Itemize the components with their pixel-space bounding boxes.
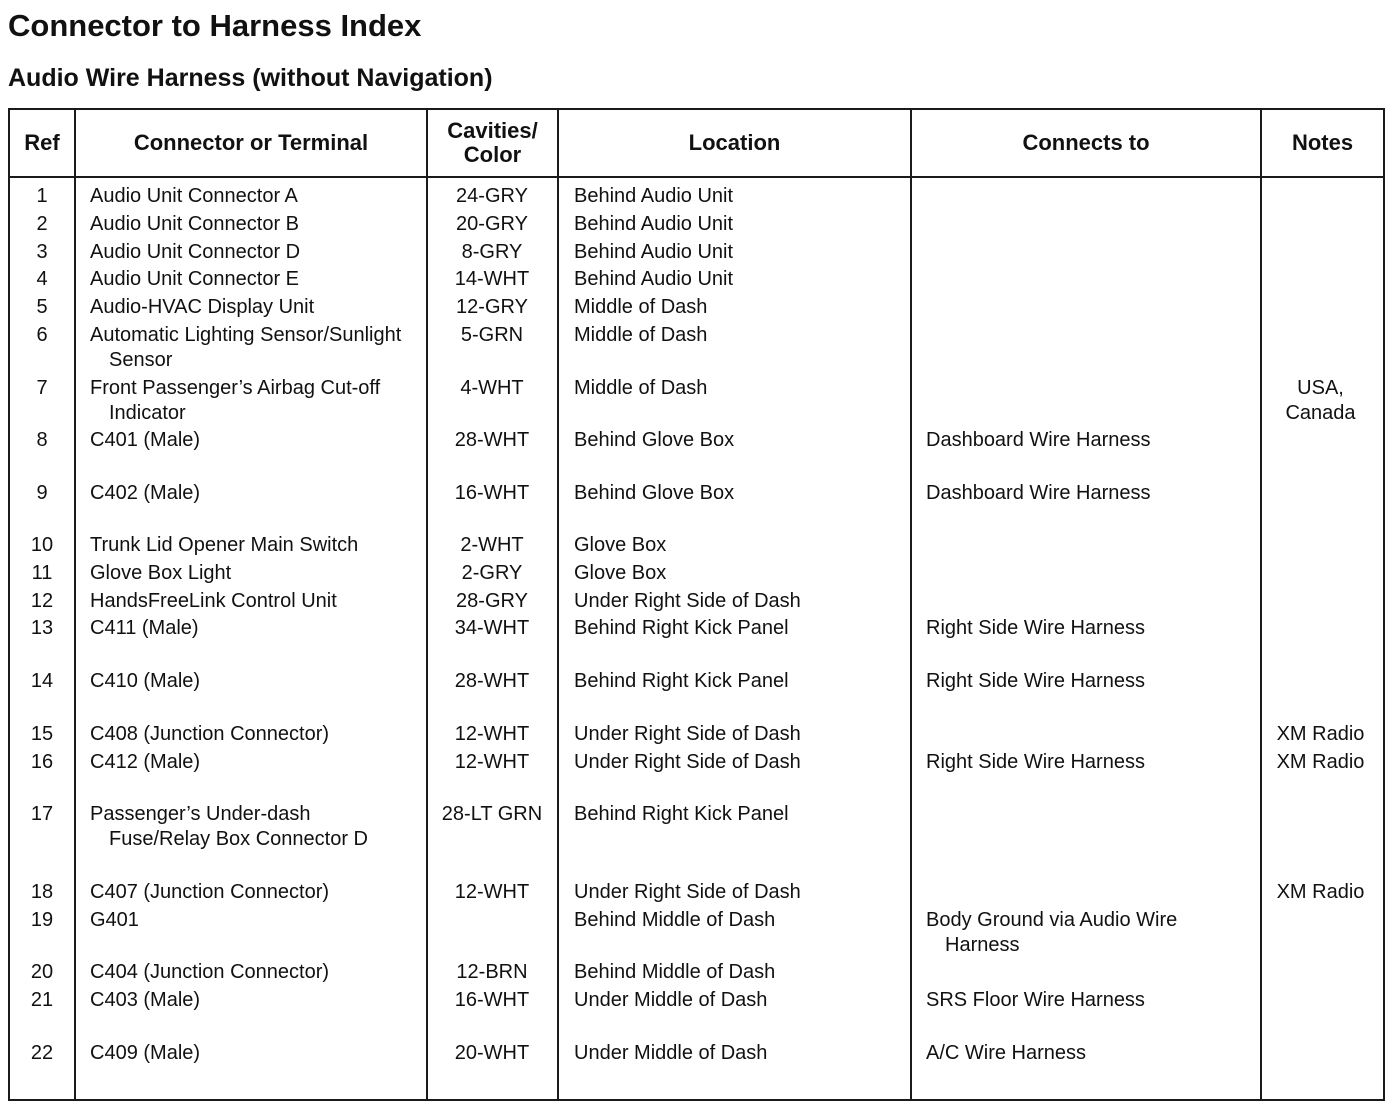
row-connector-text: Glove Box Light	[90, 562, 232, 584]
row-connector-text: C401 (Male)	[90, 429, 201, 451]
row-connector-text-line2: Indicator	[109, 402, 186, 424]
row-notes-text: XM Radio	[1276, 881, 1365, 903]
row-location-text: Behind Audio Unit	[574, 268, 734, 290]
row-connector-text: C402 (Male)	[90, 482, 201, 504]
row-cavities-text: 5-GRN	[460, 324, 524, 346]
row-location-text: Behind Audio Unit	[574, 185, 734, 207]
row-cavities	[428, 589, 556, 614]
row-ref	[10, 295, 74, 320]
row-cavities-text: 12-WHT	[454, 751, 530, 773]
row-location	[574, 267, 908, 292]
row-connector-text: C410 (Male)	[90, 670, 201, 692]
row-location	[574, 323, 908, 348]
row-connector	[90, 533, 424, 558]
row-connector	[90, 323, 424, 373]
row-location-text: Behind Right Kick Panel	[574, 670, 789, 692]
header-ref: Ref	[24, 130, 60, 155]
row-connector-text: Audio Unit Connector B	[90, 213, 300, 235]
row-location	[574, 802, 908, 827]
row-notes-text-line2: Canada	[1285, 402, 1356, 424]
row-connector	[90, 616, 424, 641]
row-location	[574, 212, 908, 237]
row-ref	[10, 669, 74, 694]
row-location	[574, 750, 908, 775]
row-ref-text: 1	[36, 185, 48, 207]
row-notes	[1262, 750, 1379, 775]
row-connects-to-text: Right Side Wire Harness	[926, 617, 1145, 639]
row-connector	[90, 988, 424, 1013]
row-location	[574, 533, 908, 558]
row-connector-text: Passenger’s Under-dash	[90, 803, 311, 825]
row-connector	[90, 802, 424, 852]
row-cavities	[428, 802, 556, 827]
header-cavities-line2: Color	[463, 142, 522, 167]
row-connects-to-text: Right Side Wire Harness	[926, 751, 1145, 773]
row-ref	[10, 722, 74, 747]
row-cavities	[428, 184, 556, 209]
row-connects-to-text: Right Side Wire Harness	[926, 670, 1145, 692]
row-cavities-text: 16-WHT	[454, 482, 530, 504]
row-connector	[90, 669, 424, 694]
row-connects-to	[926, 616, 1258, 641]
row-connector	[90, 295, 424, 320]
row-location	[574, 428, 908, 453]
row-cavities-text: 12-WHT	[454, 881, 530, 903]
row-location-text: Middle of Dash	[574, 377, 708, 399]
row-connector	[90, 960, 424, 985]
row-location	[574, 669, 908, 694]
row-connector	[90, 428, 424, 453]
row-notes	[1262, 376, 1379, 426]
row-ref-text: 2	[36, 213, 48, 235]
row-connector-text: C411 (Male)	[90, 617, 199, 639]
row-cavities	[428, 267, 556, 292]
row-cavities	[428, 561, 556, 586]
row-cavities-text: 34-WHT	[454, 617, 530, 639]
row-cavities-text: 8-GRY	[461, 241, 523, 263]
row-ref	[10, 589, 74, 614]
row-ref	[10, 323, 74, 348]
row-notes-text: XM Radio	[1276, 723, 1365, 745]
row-ref-text: 9	[36, 482, 48, 504]
row-ref	[10, 240, 74, 265]
row-ref	[10, 616, 74, 641]
row-connector	[90, 1041, 424, 1066]
row-location-text: Under Right Side of Dash	[574, 751, 801, 773]
row-cavities-text: 12-GRY	[456, 296, 528, 318]
row-ref-text: 15	[30, 723, 54, 745]
row-cavities-text: 28-GRY	[456, 590, 528, 612]
row-location	[574, 561, 908, 586]
row-location	[574, 295, 908, 320]
row-connector	[90, 589, 424, 614]
row-cavities-text: 12-BRN	[456, 961, 528, 983]
row-cavities	[428, 481, 556, 506]
row-location-text: Behind Audio Unit	[574, 241, 734, 263]
row-location-text: Under Right Side of Dash	[574, 590, 801, 612]
row-cavities	[428, 212, 556, 237]
row-ref-text: 11	[31, 562, 53, 584]
row-ref-text: 12	[30, 590, 54, 612]
row-connector-text: Audio-HVAC Display Unit	[90, 296, 315, 318]
row-location-text: Under Right Side of Dash	[574, 881, 801, 903]
row-ref-text: 10	[30, 534, 54, 556]
row-location-text: Behind Middle of Dash	[574, 961, 776, 983]
column-divider	[1260, 108, 1262, 1101]
row-connector-text-line2: Fuse/Relay Box Connector D	[109, 828, 369, 850]
row-location-text: Behind Right Kick Panel	[574, 617, 789, 639]
row-location	[574, 908, 908, 933]
row-ref	[10, 802, 74, 827]
row-ref-text: 21	[30, 989, 54, 1011]
column-divider	[74, 108, 76, 1101]
row-cavities	[428, 323, 556, 348]
row-location	[574, 988, 908, 1013]
row-connects-to-text: Dashboard Wire Harness	[926, 429, 1151, 451]
row-connector	[90, 880, 424, 905]
row-location-text: Glove Box	[574, 534, 667, 556]
row-ref	[10, 1041, 74, 1066]
row-cavities-text: 2-GRY	[461, 562, 523, 584]
header-cavities	[428, 110, 557, 176]
row-connector-text: Front Passenger’s Airbag Cut-off	[90, 377, 381, 399]
row-ref-text: 16	[30, 751, 54, 773]
row-ref-text: 13	[30, 617, 54, 639]
header-cavities-line1: Cavities/	[447, 118, 538, 143]
row-ref	[10, 960, 74, 985]
row-connector	[90, 267, 424, 292]
row-cavities	[428, 295, 556, 320]
row-ref	[10, 267, 74, 292]
row-ref-text: 7	[36, 377, 48, 399]
row-connector	[90, 481, 424, 506]
row-cavities	[428, 616, 556, 641]
row-ref	[10, 184, 74, 209]
row-connects-to	[926, 1041, 1258, 1066]
row-connector-text: C404 (Junction Connector)	[90, 961, 330, 983]
row-location-text: Under Middle of Dash	[574, 989, 768, 1011]
row-location	[574, 880, 908, 905]
row-connector-text: Audio Unit Connector D	[90, 241, 301, 263]
row-ref-text: 18	[30, 881, 54, 903]
row-connects-to	[926, 481, 1258, 506]
header-divider	[8, 176, 1385, 178]
header-notes: Notes	[1291, 130, 1354, 155]
row-ref-text: 3	[36, 241, 48, 263]
row-location-text: Under Middle of Dash	[574, 1042, 768, 1064]
row-cavities-text: 12-WHT	[454, 723, 530, 745]
row-cavities	[428, 988, 556, 1013]
row-connector-text: G401	[90, 909, 139, 931]
row-ref	[10, 561, 74, 586]
row-connector-text: Automatic Lighting Sensor/Sunlight	[90, 324, 402, 346]
row-ref-text: 14	[30, 670, 54, 692]
row-location	[574, 1041, 908, 1066]
row-connects-to-text: A/C Wire Harness	[926, 1042, 1087, 1064]
row-connects-to	[926, 908, 1258, 958]
row-location	[574, 481, 908, 506]
row-connector-text: Trunk Lid Opener Main Switch	[90, 534, 359, 556]
column-divider	[557, 108, 559, 1101]
row-ref-text: 5	[36, 296, 48, 318]
row-ref-text: 8	[36, 429, 48, 451]
row-ref	[10, 908, 74, 933]
row-ref-text: 6	[36, 324, 48, 346]
row-location-text: Middle of Dash	[574, 324, 708, 346]
row-connector	[90, 376, 424, 426]
row-connects-to	[926, 988, 1258, 1013]
row-cavities-text: 20-GRY	[456, 213, 528, 235]
row-ref	[10, 988, 74, 1013]
row-cavities-text: 16-WHT	[454, 989, 530, 1011]
row-connects-to-text: Dashboard Wire Harness	[926, 482, 1151, 504]
row-location-text: Middle of Dash	[574, 296, 708, 318]
row-location	[574, 240, 908, 265]
row-connector-text: C412 (Male)	[90, 751, 201, 773]
row-connector	[90, 184, 424, 209]
row-connector	[90, 212, 424, 237]
row-connects-to	[926, 669, 1258, 694]
row-cavities	[428, 376, 556, 401]
row-connector-text: C403 (Male)	[90, 989, 201, 1011]
row-connects-to-text: Body Ground via Audio Wire	[926, 909, 1178, 931]
row-location	[574, 376, 908, 401]
row-notes-text: XM Radio	[1276, 751, 1365, 773]
row-cavities	[428, 669, 556, 694]
row-cavities	[428, 1041, 556, 1066]
row-connector	[90, 561, 424, 586]
row-location	[574, 616, 908, 641]
row-connector	[90, 722, 424, 747]
row-cavities	[428, 533, 556, 558]
row-connector-text: C409 (Male)	[90, 1042, 201, 1064]
row-cavities-text: 4-WHT	[460, 377, 524, 399]
row-location	[574, 722, 908, 747]
row-ref	[10, 376, 74, 401]
column-divider	[910, 108, 912, 1101]
row-ref-text: 19	[30, 909, 54, 931]
row-connector-text-line2: Sensor	[109, 349, 173, 371]
row-connector	[90, 908, 424, 933]
row-location-text: Behind Glove Box	[574, 482, 735, 504]
row-location	[574, 960, 908, 985]
row-connector-text: C408 (Junction Connector)	[90, 723, 330, 745]
header-connector: Connector or Terminal	[133, 130, 369, 155]
row-ref	[10, 212, 74, 237]
page-subtitle: Audio Wire Harness (without Navigation)	[8, 64, 493, 92]
row-cavities-text: 20-WHT	[454, 1042, 530, 1064]
row-cavities	[428, 960, 556, 985]
row-connector-text: Audio Unit Connector A	[90, 185, 298, 207]
row-connects-to	[926, 428, 1258, 453]
row-connector-text: HandsFreeLink Control Unit	[90, 590, 337, 612]
row-connects-to	[926, 750, 1258, 775]
header-connects-to: Connects to	[1022, 130, 1150, 155]
row-location-text: Behind Audio Unit	[574, 213, 734, 235]
row-location-text: Behind Right Kick Panel	[574, 803, 789, 825]
row-location-text: Behind Glove Box	[574, 429, 735, 451]
row-connects-to-text: SRS Floor Wire Harness	[926, 989, 1145, 1011]
row-cavities-text: 28-WHT	[454, 429, 530, 451]
row-ref-text: 4	[36, 268, 48, 290]
row-connector-text: C407 (Junction Connector)	[90, 881, 330, 903]
row-location	[574, 589, 908, 614]
row-cavities	[428, 722, 556, 747]
row-cavities-text: 14-WHT	[454, 268, 530, 290]
row-notes	[1262, 880, 1379, 905]
row-cavities	[428, 428, 556, 453]
row-cavities-text: 2-WHT	[460, 534, 524, 556]
row-ref	[10, 750, 74, 775]
row-connector-text: Audio Unit Connector E	[90, 268, 300, 290]
row-ref	[10, 481, 74, 506]
row-cavities	[428, 240, 556, 265]
row-location-text: Glove Box	[574, 562, 667, 584]
row-ref-text: 22	[30, 1042, 54, 1064]
row-cavities-text: 28-WHT	[454, 670, 530, 692]
row-ref-text: 20	[30, 961, 54, 983]
row-cavities-text: 28-LT GRN	[441, 803, 543, 825]
row-ref	[10, 428, 74, 453]
row-connector	[90, 240, 424, 265]
row-cavities-text: 24-GRY	[456, 185, 528, 207]
row-connector	[90, 750, 424, 775]
page-title: Connector to Harness Index	[8, 8, 422, 43]
row-location-text: Behind Middle of Dash	[574, 909, 776, 931]
row-cavities	[428, 880, 556, 905]
row-location	[574, 184, 908, 209]
row-notes-text: USA,	[1297, 377, 1344, 399]
row-cavities	[428, 750, 556, 775]
row-ref-text: 17	[30, 803, 54, 825]
row-notes	[1262, 722, 1379, 747]
row-location-text: Under Right Side of Dash	[574, 723, 801, 745]
header-location: Location	[688, 130, 781, 155]
row-ref	[10, 533, 74, 558]
row-ref	[10, 880, 74, 905]
row-connects-to-text-line2: Harness	[945, 934, 1020, 956]
